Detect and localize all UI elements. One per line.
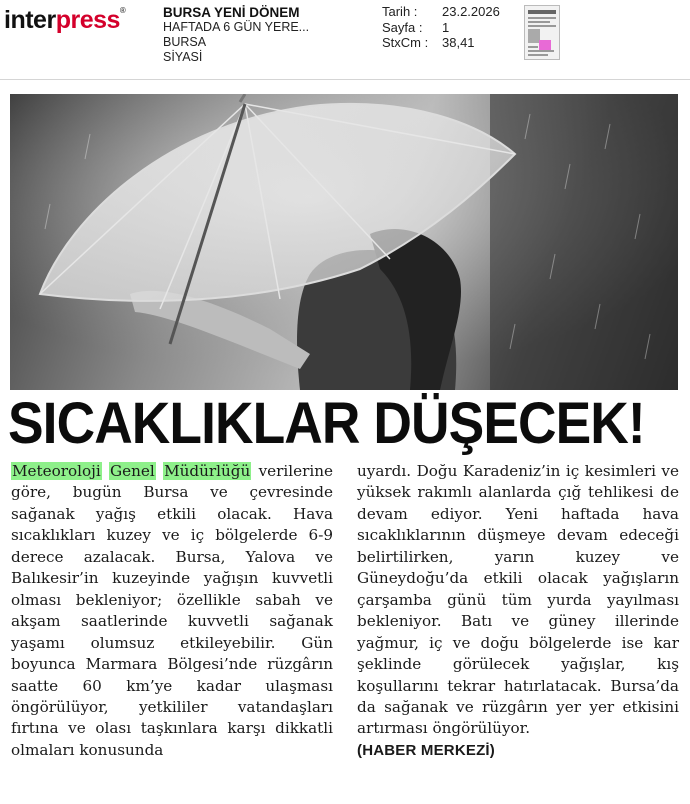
section: SİYASİ: [163, 50, 203, 64]
highlight-term: Meteoroloji: [12, 462, 101, 480]
publication-info: [163, 5, 309, 65]
article-text: verilerine göre, bugün Bursa ve çevresinde sağanak yağış etkili olacak. Hava sıcaklıkları kuzey ve iç bölgelerde 6-9 derece azalacak. Bursa, Yalova ve Balıkesir’in kuzeyinde yağışın kuvvetli olması bekleniyor; özellikle sabah ve akşam saatlerinde kuvvetli sağanak yaşamı olumsuz etkileyebilir. Gün boyunca Marmara Bölgesi’nde rüzgârın saatte 60 km’ye kadar ulaşması öngörülüyor, yetkililer vatandaşları fırtına ve olası taşkınlara karşı dikkatli olmaları konusunda: [11, 462, 334, 759]
meta-row-stxcm: [382, 35, 500, 51]
meta-value: 1: [442, 19, 450, 35]
article-headline: SICAKLIKLAR DÜŞECEK!: [8, 391, 645, 456]
logo-text-accent: press: [55, 6, 120, 34]
meta-row-date: [382, 4, 500, 20]
thumbnail-marker: [539, 40, 551, 50]
city: BURSA: [163, 35, 207, 49]
highlight-term: Genel: [110, 462, 155, 480]
headline-short: HAFTADA 6 GÜN YERE...: [163, 20, 310, 34]
publication-name: BURSA YENİ DÖNEM: [163, 5, 300, 20]
meta-key: Sayfa :: [382, 19, 423, 35]
page-thumbnail-icon[interactable]: [524, 5, 560, 60]
meta-value: 23.2.2026: [442, 4, 500, 19]
logo-text-main: inter: [4, 6, 56, 34]
meta-key: StxCm :: [382, 35, 429, 50]
meta-value: 38,41: [442, 35, 475, 50]
meta-row-page: [382, 20, 500, 36]
clipping-meta: [382, 4, 500, 51]
header-divider: [0, 79, 690, 80]
logo-registered-mark: ®: [119, 6, 126, 15]
highlight-term: Müdürlüğü: [164, 462, 251, 480]
article-column-1: [11, 461, 333, 761]
interpress-logo: [4, 6, 125, 35]
meta-key: Tarih :: [382, 4, 418, 19]
article-text: uyardı. Doğu Karadeniz’in iç kesimleri ve yüksek rakımlı alanlarda çığ tehlikesi de devam ediyor. Yeni haftada hava sıcaklıklarının düşmeye devam edeceği belirtilirken, yarın kuzey ve Güneydoğu’da etkili olacak yağışların çarşamba günü tüm yurda yayılması bekleniyor. Batı ve güney illerinde yağmur, iç ve doğu bölgelerde ise kar şeklinde görülecek yağışlar, kış koşullarını tekrar hatırlatacak. Bursa’da da sağanak ve rüzgârın yer yer etkisini artırması öngörülüyor.: [357, 462, 679, 738]
byline: (HABER MERKEZİ): [357, 741, 495, 759]
article-column-2: [357, 461, 679, 761]
umbrella-rain-photo: [10, 94, 678, 390]
clipping-header: [0, 0, 690, 80]
photo-illustration: [10, 94, 678, 390]
